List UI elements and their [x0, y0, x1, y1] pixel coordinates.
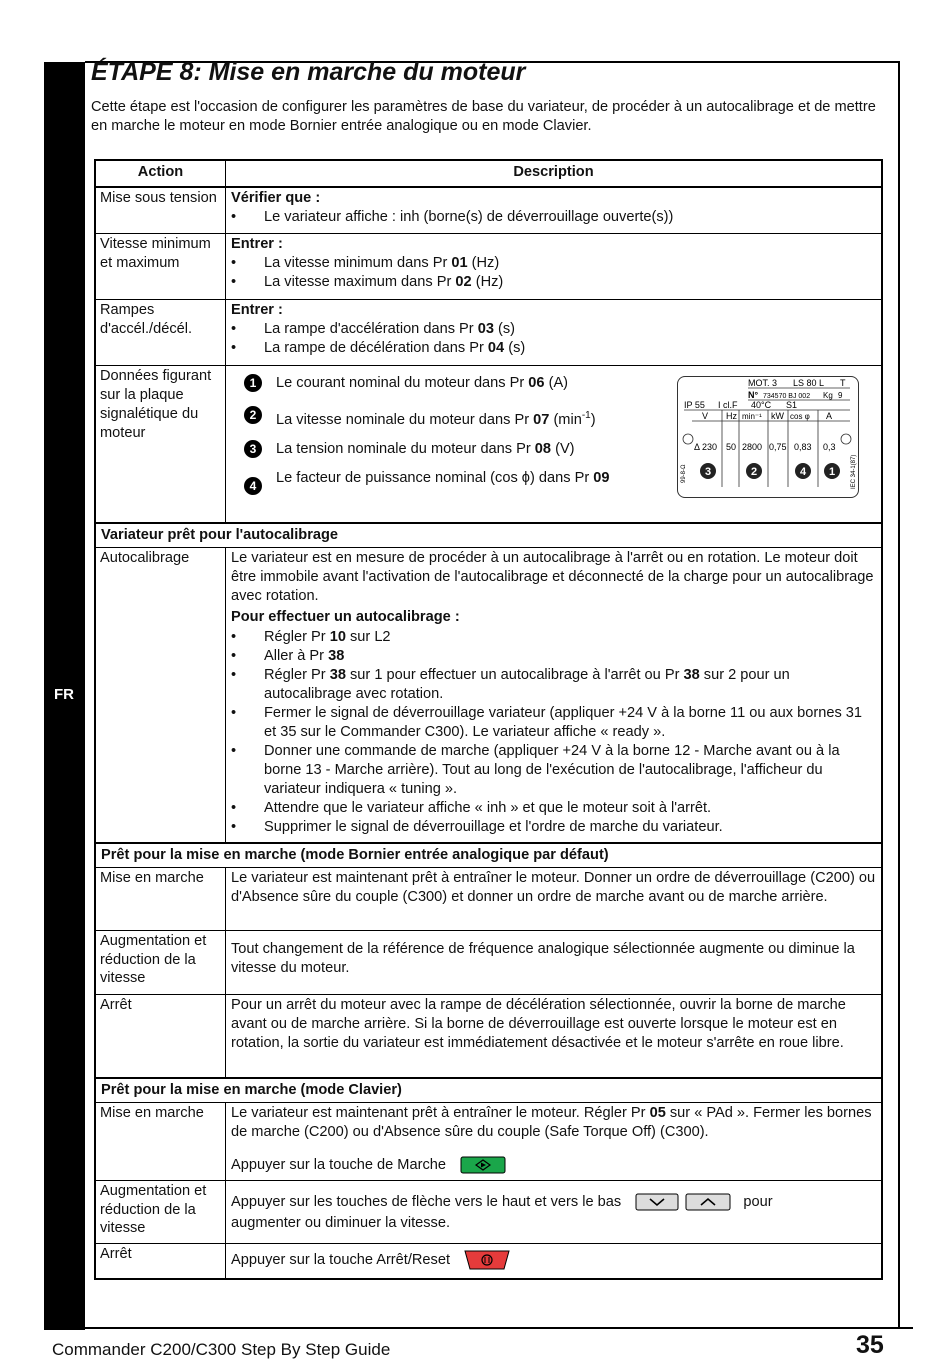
plate-mot: MOT. 3	[748, 378, 778, 388]
footer-divider	[85, 1327, 913, 1329]
plate-icl: I cl.F	[718, 400, 738, 410]
plate-h-v: V	[702, 411, 709, 421]
cell-paragraph: Le variateur est en mesure de procéder à un autocalibrage à l'arrêt ou en rotation. Le moteur doit être immobile avant l'activation de l'autocalibrage et déconnecté de la charge pour un autocalibrage avec rotation.	[231, 550, 874, 604]
section-row	[96, 1077, 881, 1102]
intro-paragraph: Cette étape est l'occasion de configurer les paramètres de base du variateur, de procéder à un autocalibrage et de mettre en marche le moteur en mode Bornier entrée analogique ou en mode Clavier.	[91, 99, 876, 134]
action-cell: Données figurant sur la plaque signalétique du moteur	[96, 366, 226, 522]
list-item: • La vitesse minimum dans Pr 01 (Hz)	[231, 254, 876, 273]
table-row	[96, 186, 881, 233]
plate-h-hz: Hz	[726, 411, 737, 421]
plate-kg: Kg	[823, 391, 833, 400]
action-cell: Mise en marche	[96, 868, 226, 930]
description-cell: Pour un arrêt du moteur avec la rampe de décélération sélectionnée, ouvrir la borne de marche avant ou de marche arrière. Si la borne de déverrouillage est ouverte lorsque le moteur est en rotation, la sortie du variateur est immédiatement désactivée et le moteur s'arrête en roue libre.	[231, 997, 846, 1051]
stop-reset-key-icon	[464, 1250, 510, 1270]
plate-right-code: IEC 34-1(87)	[851, 454, 857, 489]
list-item: • Fermer le signal de déverrouillage variateur (appliquer +24 V à la borne 11 ou aux bornes 31 et 35 sur le Commander C300). Le variateur affiche « ready ».	[231, 704, 876, 742]
plate-serial: 734570 BJ 002	[763, 393, 811, 400]
plate-temp: 40°C	[751, 400, 772, 410]
description-cell	[226, 300, 881, 365]
list-item: • Aller à Pr 38	[231, 647, 876, 666]
action-cell: Autocalibrage	[96, 548, 226, 842]
plate-left-code: 99-8-Ω	[681, 464, 687, 483]
table-row	[96, 1180, 881, 1243]
table-row	[96, 867, 881, 930]
header-action: Action	[96, 161, 226, 186]
plate-h-cos: cos φ	[790, 412, 810, 421]
description-cell	[226, 1103, 881, 1180]
section-row	[96, 522, 881, 547]
list-item: • La vitesse maximum dans Pr 02 (Hz)	[231, 273, 876, 292]
cell-paragraph: Le variateur est maintenant prêt à entraîner le moteur. Régler Pr 05 sur « PAd ». Fermer les bornes de marche (C200) ou d'Absence sûre du couple (Safe Torque Off) (C300).	[231, 1105, 872, 1140]
page-title: ÉTAPE 8: Mise en marche du moteur	[91, 58, 526, 86]
action-cell: Arrêt	[96, 995, 226, 1077]
action-cell: Mise en marche	[96, 1103, 226, 1180]
table-row	[96, 547, 881, 842]
action-cell: Augmentation et réduction de la vitesse	[96, 931, 226, 994]
table-row	[96, 1102, 881, 1180]
plate-v-min: 2800	[742, 442, 763, 452]
nameplate-item: 4 Le facteur de puissance nominal (cos ϕ) dans Pr 09	[231, 469, 876, 495]
up-arrow-key-icon	[685, 1193, 731, 1211]
footer-guide-title: Commander C200/C300 Step By Step Guide	[52, 1340, 391, 1359]
table-row	[96, 233, 881, 299]
cell-paragraph: Appuyer sur les touches de flèche vers le haut et vers le bas pour	[231, 1194, 773, 1210]
description-cell	[226, 1181, 881, 1243]
plate-model: LS 80 L	[793, 378, 825, 388]
plate-duty: S1	[786, 400, 798, 410]
list-item: • Régler Pr 10 sur L2	[231, 628, 876, 647]
table-row	[96, 365, 881, 522]
list-item: • Régler Pr 38 sur 1 pour effectuer un autocalibrage à l'arrêt ou Pr 38 sur 2 pour un autocalibrage avec rotation.	[231, 666, 876, 704]
section-row	[96, 842, 881, 867]
nameplate-item: 2 La vitesse nominale du moteur dans Pr 07 $(\min^{-1})$	[231, 406, 876, 430]
plate-ip: IP 55	[684, 400, 705, 410]
plate-weight: 9	[838, 391, 843, 400]
header-description: Description	[513, 164, 594, 180]
plate-v-hz: 50	[726, 442, 737, 452]
cell-paragraph: augmenter ou diminuer la vitesse.	[231, 1215, 451, 1231]
table-header-row	[96, 161, 881, 186]
action-cell: Mise sous tension	[96, 188, 226, 233]
plate-marker-4: 4	[799, 466, 807, 478]
list-item: • Attendre que le variateur affiche « inh » et que le moteur soit à l'arrêt.	[231, 799, 876, 818]
motor-nameplate-illustration	[677, 376, 859, 498]
nameplate-item: 1 Le courant nominal du moteur dans Pr 06 (A)	[231, 374, 876, 393]
plate-marker-3: 3	[704, 466, 712, 478]
description-cell: Tout changement de la référence de fréquence analogique sélectionnée augmente ou diminue la vitesse du moteur.	[231, 941, 855, 976]
plate-marker-2: 2	[750, 466, 758, 478]
description-cell	[226, 366, 881, 522]
table-row	[96, 994, 881, 1077]
action-cell: Rampes d'accél./décél.	[96, 300, 226, 365]
plate-v-a: 0,3	[823, 442, 836, 452]
plate-t: T	[840, 378, 846, 388]
cell-paragraph: Appuyer sur la touche de Marche	[231, 1156, 876, 1175]
action-cell: Arrêt	[96, 1244, 226, 1278]
description-cell	[226, 188, 881, 233]
list-item: • La rampe d'accélération dans Pr 03 (s)	[231, 320, 876, 339]
section-heading: Variateur prêt pour l'autocalibrage	[101, 527, 339, 543]
section-heading: Prêt pour la mise en marche (mode Bornier entrée analogique par défaut)	[101, 847, 609, 863]
list-item: • Supprimer le signal de déverrouillage et l'ordre de marche du variateur.	[231, 818, 876, 837]
down-arrow-key-icon	[635, 1193, 679, 1211]
plate-marker-1: 1	[828, 466, 836, 478]
section-heading: Prêt pour la mise en marche (mode Clavier)	[101, 1082, 402, 1098]
action-cell: Vitesse minimum et maximum	[96, 234, 226, 299]
list-item: • La rampe de décélération dans Pr 04 (s)	[231, 339, 876, 358]
cell-heading: Entrer :	[231, 302, 283, 318]
plate-h-min: min⁻¹	[742, 412, 762, 421]
plate-v-kw: 0,75	[769, 442, 787, 452]
plate-v-v: Δ 230	[694, 442, 718, 452]
language-label: FR	[54, 686, 74, 703]
description-cell: Appuyer sur la touche Arrêt/Reset	[226, 1244, 881, 1278]
plate-n-label: N°	[748, 390, 759, 400]
cell-heading: Pour effectuer un autocalibrage :	[231, 609, 460, 625]
description-cell: Le variateur est maintenant prêt à entraîner le moteur. Donner un ordre de déverrouillage (C200) ou d'Absence sûre du couple (C300) et donner un ordre de marche avant ou de marche arrière.	[231, 870, 876, 905]
run-key-icon	[460, 1156, 506, 1174]
page-number: 35	[856, 1331, 884, 1359]
description-cell	[226, 548, 881, 842]
action-cell: Augmentation et réduction de la vitesse	[96, 1181, 226, 1243]
description-cell	[226, 234, 881, 299]
table-row	[96, 930, 881, 994]
procedure-table	[94, 159, 883, 1280]
list-item: • Donner une commande de marche (appliquer +24 V à la borne 12 - Marche avant ou à la borne 13 - Marche arrière). Tout au long de l'exécution de l'autocalibrage, l'afficheur du variateur indiquera « tuning ».	[231, 742, 876, 799]
cell-heading: Entrer :	[231, 236, 283, 252]
table-row	[96, 299, 881, 365]
plate-v-cos: 0,83	[794, 442, 812, 452]
nameplate-item: 3 La tension nominale du moteur dans Pr 08 (V)	[231, 440, 876, 459]
cell-heading: Vérifier que :	[231, 190, 321, 206]
plate-h-kw: kW	[771, 411, 784, 421]
table-row	[96, 1243, 881, 1278]
list-item: • Le variateur affiche : inh (borne(s) de déverrouillage ouverte(s))	[231, 208, 876, 227]
plate-h-a: A	[826, 411, 833, 421]
